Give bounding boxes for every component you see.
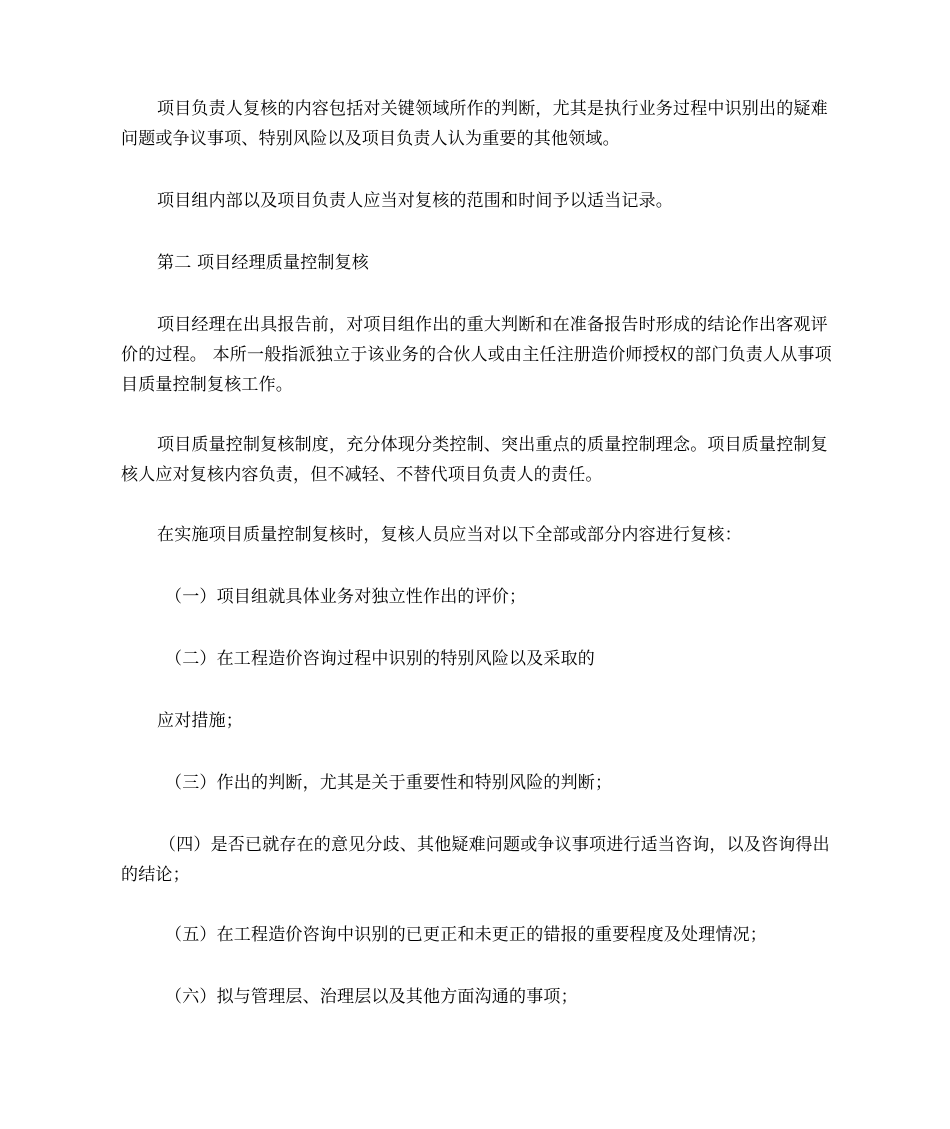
paragraph-manager-review: 项目经理在出具报告前，对项目组作出的重大判断和在准备报告时形成的结论作出客观评价的过程。 本所一般指派独立于该业务的合伙人或由主任注册造价师授权的部门负责人从事项目质量控制复核工作。 bbox=[121, 315, 832, 395]
list-item-3: （三）作出的判断，尤其是关于重要性和特别风险的判断； bbox=[165, 773, 613, 793]
list-item-5: （五）在工程造价咨询中识别的已更正和未更正的错报的重要程度及处理情况； bbox=[165, 925, 767, 945]
list-item-4: （四）是否已就存在的意见分歧、其他疑难问题或争议事项进行适当咨询，以及咨询得出的结论； bbox=[121, 835, 830, 885]
section-heading: 第二 项目经理质量控制复核 bbox=[157, 253, 370, 273]
list-item-1: （一）项目组就具体业务对独立性作出的评价； bbox=[165, 587, 527, 607]
list-item-2: （二）在工程造价咨询过程中识别的特别风险以及采取的 bbox=[165, 649, 595, 669]
paragraph-review-scope: 在实施项目质量控制复核时，复核人员应当对以下全部或部分内容进行复核： bbox=[157, 525, 742, 545]
paragraph-review-system: 项目质量控制复核制度，充分体现分类控制、突出重点的质量控制理念。项目质量控制复核人应对复核内容负责，但不减轻、不替代项目负责人的责任。 bbox=[121, 435, 828, 485]
paragraph-review-content: 项目负责人复核的内容包括对关键领域所作的判断，尤其是执行业务过程中识别出的疑难问题或争议事项、特别风险以及项目负责人认为重要的其他领域。 bbox=[121, 99, 828, 149]
list-item-2-continuation: 应对措施； bbox=[157, 711, 243, 731]
list-item-6: （六）拟与管理层、治理层以及其他方面沟通的事项； bbox=[165, 987, 578, 1007]
paragraph-review-record: 项目组内部以及项目负责人应当对复核的范围和时间予以适当记录。 bbox=[157, 191, 673, 211]
